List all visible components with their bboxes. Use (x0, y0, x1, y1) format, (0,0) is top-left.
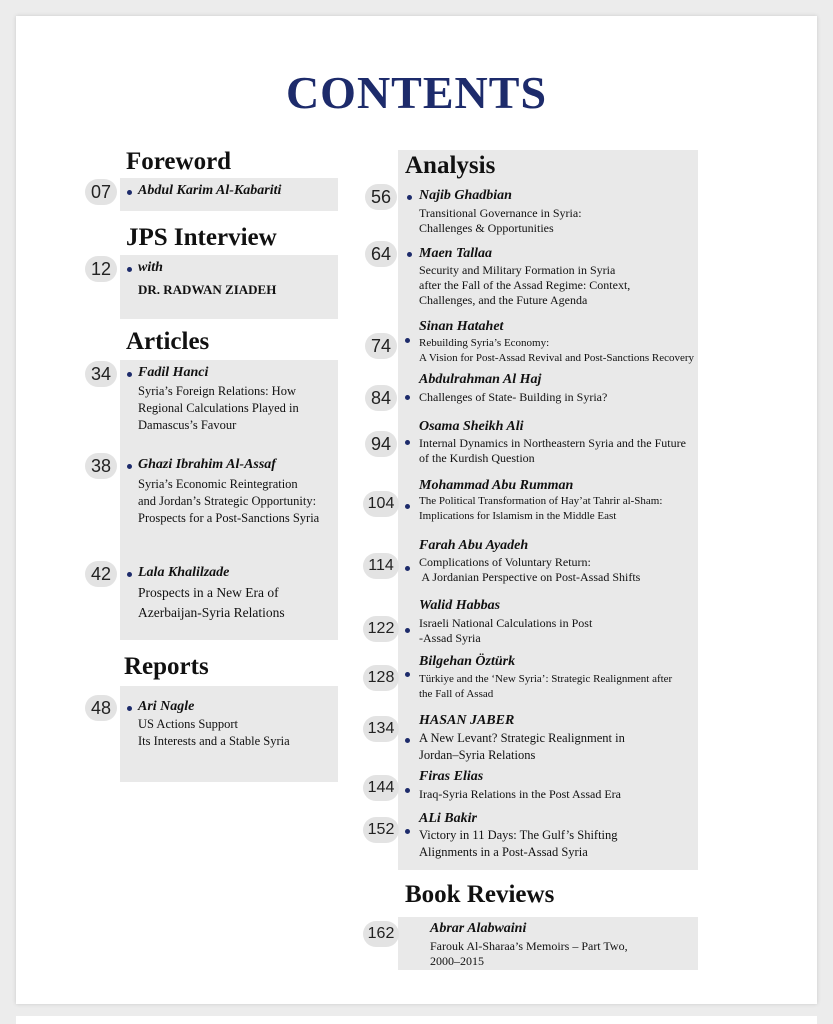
author-name: Abdulrahman Al Haj (419, 372, 542, 387)
page-number: 104 (363, 491, 399, 517)
page-number: 128 (363, 665, 399, 691)
article-title: Syria’s Economic Reintegration and Jordan’s Strategic Opportunity: Prospects for a Post-Sanctions Syria (138, 477, 320, 525)
author-name: Ghazi Ibrahim Al-Assaf (138, 457, 276, 472)
page-number: 56 (365, 184, 397, 210)
author-name: ALi Bakir (419, 811, 477, 826)
interview-prefix: with (138, 260, 163, 275)
author-name: Farah Abu Ayadeh (419, 538, 529, 553)
section-heading-reports: Reports (124, 653, 209, 680)
bullet-icon (405, 338, 410, 343)
author-name: HASAN JABER (419, 713, 515, 728)
page-number: 144 (363, 775, 399, 801)
bullet-icon (127, 372, 132, 377)
bullet-icon (127, 706, 132, 711)
section-heading-foreword: Foreword (126, 148, 232, 175)
section-heading-interview: JPS Interview (126, 224, 277, 251)
bullet-icon (407, 252, 412, 257)
page-number: 48 (85, 695, 117, 721)
page-number: 84 (365, 385, 397, 411)
bullet-icon (127, 267, 132, 272)
bullet-icon (405, 738, 410, 743)
author-name: Fadil Hanci (138, 365, 209, 380)
page-number: 42 (85, 561, 117, 587)
interviewee-name: DR. RADWAN ZIADEH (138, 282, 277, 297)
page-number: 134 (363, 716, 399, 742)
bullet-icon (405, 504, 410, 509)
section-heading-book-reviews: Book Reviews (405, 881, 555, 908)
page-number: 38 (85, 453, 117, 479)
next-page-edge (16, 1016, 817, 1024)
author-name: Najib Ghadbian (419, 188, 512, 203)
section-heading-articles: Articles (126, 328, 210, 355)
bullet-icon (405, 672, 410, 677)
article-title: Complications of Voluntary Return: A Jordanian Perspective on Post-Assad Shifts (419, 555, 641, 584)
bullet-icon (405, 628, 410, 633)
page-number: 94 (365, 431, 397, 457)
article-title: Türkiye and the ‘New Syria’: Strategic Realignment after the Fall of Assad (419, 673, 673, 700)
author-name: Walid Habbas (419, 598, 501, 613)
page-number: 74 (365, 333, 397, 359)
bullet-icon (405, 788, 410, 793)
article-title: Challenges of State- Building in Syria? (419, 390, 608, 404)
author-name: Lala Khalilzade (138, 565, 230, 580)
page-number: 12 (85, 256, 117, 282)
author-name: Abrar Alabwaini (430, 921, 527, 936)
page-number: 07 (85, 179, 117, 205)
bullet-icon (127, 190, 132, 195)
bullet-icon (405, 566, 410, 571)
author-name: Osama Sheikh Ali (419, 419, 524, 434)
article-title: Israeli National Calculations in Post -Assad Syria (419, 616, 593, 645)
bullet-icon (405, 395, 410, 400)
author-name: Maen Tallaa (419, 246, 492, 261)
page-number: 34 (85, 361, 117, 387)
article-title: Victory in 11 Days: The Gulf’s Shifting Alignments in a Post-Assad Syria (419, 828, 618, 859)
section-heading-analysis: Analysis (405, 152, 496, 179)
article-title: Security and Military Formation in Syria after the Fall of the Assad Regime: Context, Challenges, and the Future Agenda (419, 263, 631, 307)
author-name: Bilgehan Öztürk (419, 654, 516, 669)
bullet-icon (405, 440, 410, 445)
bullet-icon (405, 829, 410, 834)
article-title: Rebuilding Syria’s Economy: A Vision for Post-Assad Revival and Post-Sanctions Recovery (419, 337, 695, 364)
page-number: 122 (363, 616, 399, 642)
review-title: Farouk Al-Sharaa’s Memoirs – Part Two, 2000–2015 (430, 939, 628, 968)
author-name: Ari Nagle (138, 699, 195, 714)
author-name: Mohammad Abu Rumman (419, 478, 574, 493)
page-title: CONTENTS (285, 67, 548, 118)
article-title: Internal Dynamics in Northeastern Syria and the Future of the Kurdish Question (419, 436, 686, 465)
author-name: Sinan Hatahet (419, 319, 504, 334)
article-title: The Political Transformation of Hay’at Tahrir al-Sham: Implications for Islamism in the Middle East (419, 495, 663, 522)
bullet-icon (127, 464, 132, 469)
page-number: 162 (363, 921, 399, 947)
article-title: Syria’s Foreign Relations: How Regional Calculations Played in Damascus’s Favour (138, 384, 299, 432)
page-number: 114 (363, 553, 399, 579)
author-name: Abdul Karim Al-Kabariti (138, 183, 282, 198)
article-title: A New Levant? Strategic Realignment in Jordan–Syria Relations (419, 731, 625, 762)
bullet-icon (127, 572, 132, 577)
page-number: 64 (365, 241, 397, 267)
bullet-icon (407, 195, 412, 200)
author-name: Firas Elias (419, 769, 484, 784)
page-number: 152 (363, 817, 399, 843)
article-title: Iraq-Syria Relations in the Post Assad Era (419, 787, 621, 801)
article-title: Prospects in a New Era of Azerbaijan-Syria Relations (138, 585, 285, 620)
article-title: Transitional Governance in Syria: Challenges & Opportunities (419, 206, 582, 235)
report-title: US Actions Support Its Interests and a Stable Syria (138, 717, 290, 748)
